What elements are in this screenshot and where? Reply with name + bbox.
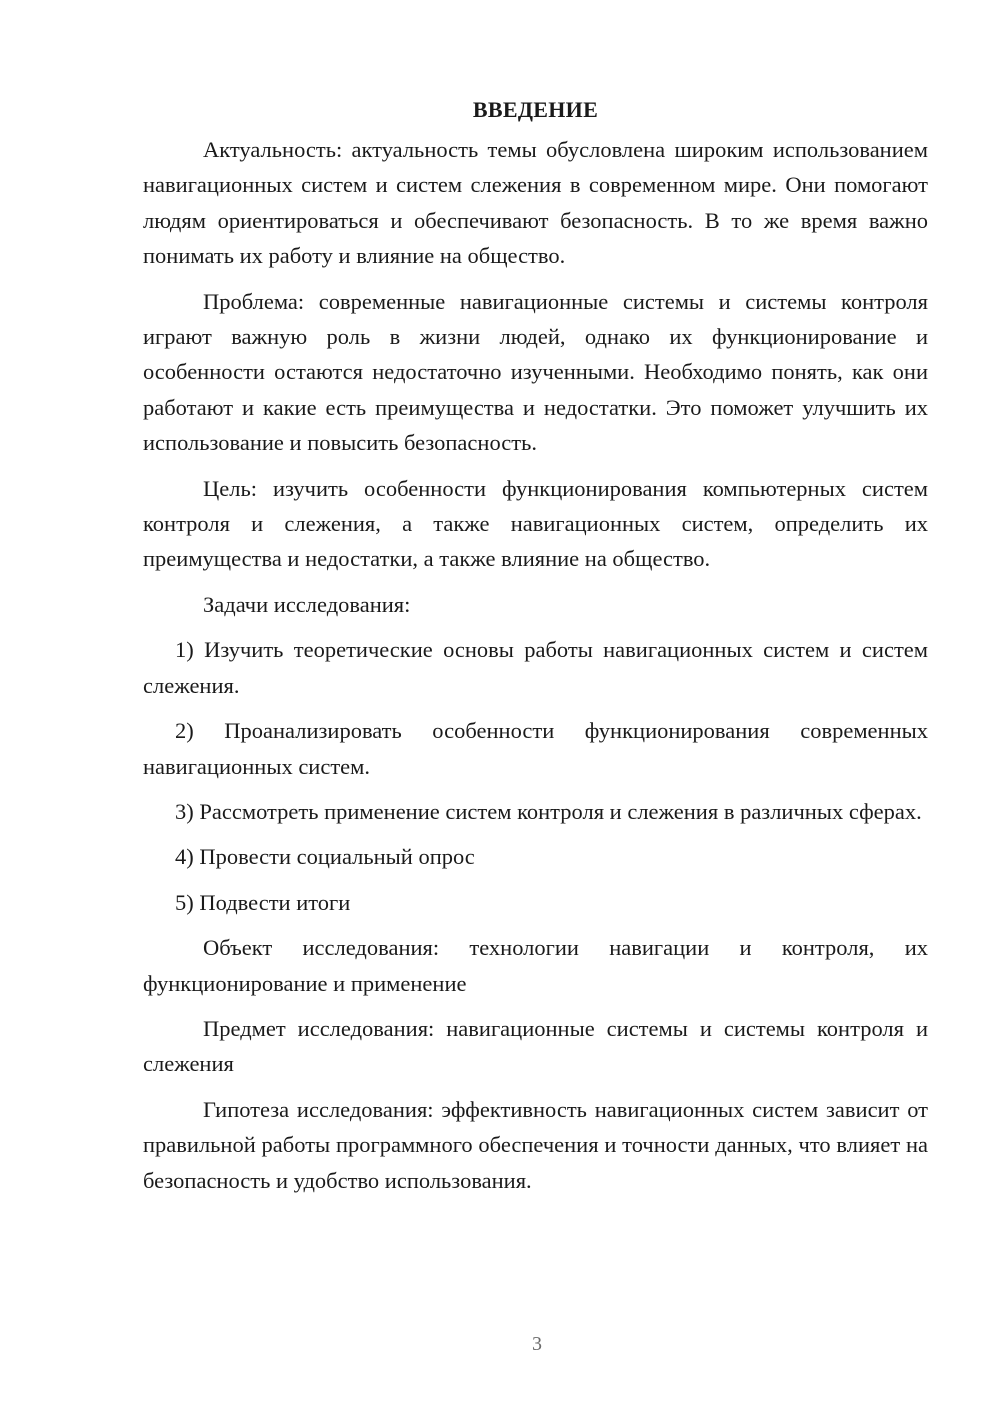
- paragraph-subject: Предмет исследования: навигационные системы и системы контроля и слежения: [143, 1015, 928, 1077]
- task-item-3: 3) Рассмотреть применение систем контроля и слежения в различных сферах.: [175, 798, 922, 824]
- task-item-5: 5) Подвести итоги: [175, 889, 351, 915]
- task-item-4: 4) Провести социальный опрос: [175, 844, 475, 870]
- page-number: 3: [532, 1333, 542, 1355]
- task-item-2: 2) Проанализировать особенности функционирования современных навигационных систем.: [143, 718, 928, 779]
- document-page: [143, 92, 928, 1208]
- paragraph-problem: Проблема: современные навигационные системы и системы контроля играют важную роль в жизни людей, однако их функционирование и особенности остаются недостаточно изученными. Необходимо понять, как они работают и какие есть преимущества и недостатки. Это поможет улучшить их использование и повысить безопасность.: [143, 288, 928, 456]
- paragraph-goal: Цель: изучить особенности функционирования компьютерных систем контроля и слежения, а также навигационных систем, определить их преимущества и недостатки, а также влияние на общество.: [143, 475, 928, 572]
- section-title: ВВЕДЕНИЕ: [472, 97, 599, 122]
- paragraph-tasks-heading: Задачи исследования:: [203, 591, 411, 617]
- task-item-1: 1) Изучить теоретические основы работы навигационных систем и систем слежения.: [143, 637, 928, 698]
- paragraph-relevance: Актуальность: актуальность темы обусловлена широким использованием навигационных систем и систем слежения в современном мире. Они помогают людям ориентироваться и обеспечивают безопасность. В то же время важно понимать их работу и влияние на общество.: [143, 137, 928, 269]
- paragraph-object: Объект исследования: технологии навигации и контроля, их функционирование и применение: [143, 935, 928, 996]
- paragraph-hypothesis: Гипотеза исследования: эффективность навигационных систем зависит от правильной работы программного обеспечения и точности данных, что влияет на безопасность и удобство использования.: [143, 1096, 928, 1193]
